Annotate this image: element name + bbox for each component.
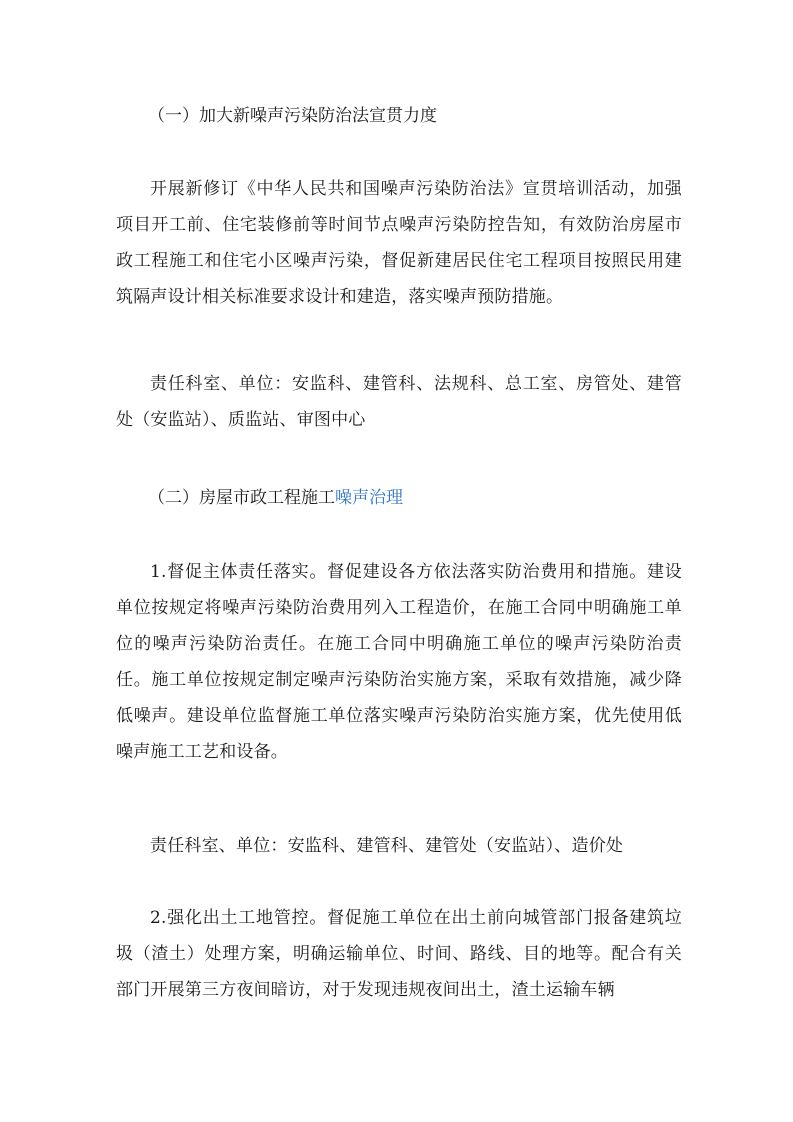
section-1-responsible: 责任科室、单位：安监科、建管科、法规科、总工室、房管处、建管处（安监站）、质监站、审图中心 [116,374,682,430]
section-1-heading: （一）加大新噪声污染防治法宣贯力度 [148,106,437,126]
section-2-item-1-responsible: 责任科室、单位：安监科、建管科、建管处（安监站）、造价处 [150,836,624,856]
section-2-item-1: 1.督促主体责任落实。督促建设各方依法落实防治费用和措施。建设单位按规定将噪声污染防治费用列入工程造价，在施工合同中明确施工单位的噪声污染防治责任。在施工合同中明确施工单位的噪声污染防治责任。施工单位按规定制定噪声污染防治实施方案，采取有效措施，减少降低噪声。建设单位监督施工单位落实噪声污染防治实施方案，优先使用低噪声施工工艺和设备。 [116,562,682,762]
noise-governance-link[interactable]: 噪声治理 [335,488,403,508]
section-1-body: 开展新修订《中华人民共和国噪声污染防治法》宣贯培训活动，加强项目开工前、住宅装修前等时间节点噪声污染防控告知，有效防治房屋市政工程施工和住宅小区噪声污染，督促新建居民住宅工程项目按照民用建筑隔声设计相关标准要求设计和建造，落实噪声预防措施。 [116,179,682,307]
section-2-heading-text: （二）房屋市政工程施工 [148,488,335,508]
section-2-item-2: 2.强化出土工地管控。督促施工单位在出土前向城管部门报备建筑垃圾（渣土）处理方案，明确运输单位、时间、路线、目的地等。配合有关部门开展第三方夜间暗访，对于发现违规夜间出土，渣土运输车辆 [116,908,682,1000]
section-2-heading [148,480,403,516]
